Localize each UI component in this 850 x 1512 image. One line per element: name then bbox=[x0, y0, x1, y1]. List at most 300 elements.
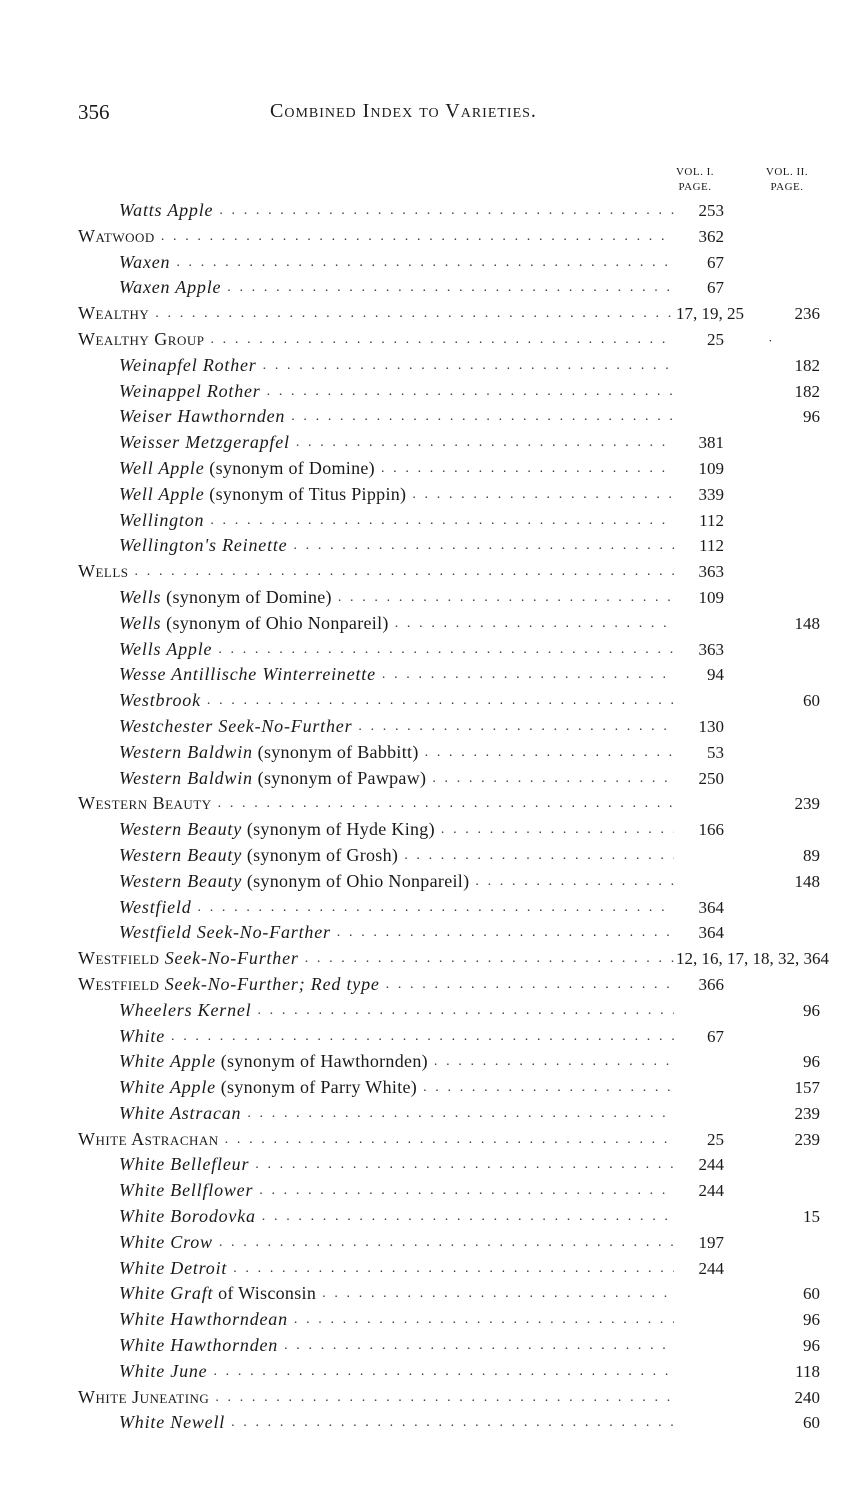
entry-name-part: Wellington bbox=[119, 509, 205, 530]
entry-name bbox=[119, 456, 381, 482]
vol1-page: 250 bbox=[698, 768, 724, 788]
vol1-page: 381 bbox=[698, 433, 724, 453]
entry-name-line bbox=[119, 637, 674, 663]
dot-leader bbox=[263, 353, 674, 379]
entry-name-part: White Graft bbox=[119, 1283, 214, 1304]
entry-name bbox=[119, 508, 210, 534]
entry-name-line bbox=[78, 301, 674, 327]
vol1-header-line1: VOL. I. bbox=[675, 166, 715, 178]
vol2-page: 239 bbox=[794, 1103, 820, 1123]
index-entry bbox=[78, 688, 824, 714]
vol2-page: 148 bbox=[794, 613, 820, 633]
dot-leader bbox=[210, 327, 674, 353]
index-entry bbox=[78, 1075, 824, 1101]
entry-name-part: Seek-No-Further bbox=[159, 948, 299, 969]
entry-name-part: Westfield bbox=[78, 948, 160, 969]
entry-name-part: White Astracan bbox=[119, 1102, 242, 1123]
dot-leader bbox=[291, 404, 674, 430]
entry-name bbox=[119, 1204, 262, 1230]
index-entry bbox=[78, 353, 824, 379]
index-entry bbox=[78, 198, 824, 224]
dot-leader bbox=[155, 301, 674, 327]
vol1-page: 94 bbox=[707, 665, 724, 685]
entry-name-line bbox=[119, 404, 674, 430]
index-entry bbox=[78, 327, 824, 353]
entry-name-line bbox=[119, 430, 674, 456]
entry-name bbox=[78, 946, 305, 972]
page-number: 356 bbox=[78, 100, 110, 124]
entry-name-line bbox=[78, 1127, 674, 1153]
entry-name-part: Well Apple bbox=[119, 457, 205, 478]
index-entry bbox=[78, 843, 824, 869]
vol1-page: 244 bbox=[698, 1181, 724, 1201]
entry-name-line bbox=[119, 766, 674, 792]
entry-name bbox=[119, 1230, 219, 1256]
dot-leader bbox=[395, 611, 674, 637]
entry-name bbox=[119, 585, 338, 611]
vol2-page: 15 bbox=[803, 1207, 820, 1227]
index-entry bbox=[78, 817, 824, 843]
entry-name-part: Weiser Hawthornden bbox=[119, 406, 286, 427]
entry-name-part: Wheelers Kernel bbox=[119, 999, 252, 1020]
dot-leader bbox=[262, 1204, 674, 1230]
index-entry bbox=[78, 920, 824, 946]
dot-leader bbox=[213, 1359, 674, 1385]
vol2-column-header bbox=[752, 165, 822, 195]
entry-name bbox=[119, 1281, 322, 1307]
entry-name-part: Weinapfel Rother bbox=[119, 354, 257, 375]
entry-name-part: (synonym of Titus Pippin) bbox=[204, 483, 407, 504]
dot-leader bbox=[337, 920, 674, 946]
entry-name-line bbox=[119, 662, 674, 688]
dot-leader bbox=[227, 275, 674, 301]
index-entry bbox=[78, 482, 824, 508]
entry-name-line bbox=[119, 275, 674, 301]
entry-name bbox=[119, 404, 291, 430]
index-entry bbox=[78, 508, 824, 534]
entry-name-part: Western Beauty bbox=[119, 819, 243, 840]
entry-name-part: White Apple bbox=[119, 1077, 216, 1098]
entry-name bbox=[119, 1256, 233, 1282]
entry-name bbox=[119, 1307, 294, 1333]
entry-name-line bbox=[119, 1101, 674, 1127]
dot-leader bbox=[259, 1178, 674, 1204]
dot-leader bbox=[475, 869, 674, 895]
index-entry bbox=[78, 379, 824, 405]
entry-name-line bbox=[119, 688, 674, 714]
entry-name-part: White Astrachan bbox=[78, 1128, 219, 1149]
entry-name-part: White Crow bbox=[119, 1231, 213, 1252]
entry-name-line bbox=[119, 1359, 674, 1385]
entry-name-part: White June bbox=[119, 1360, 208, 1381]
index-entry bbox=[78, 1281, 824, 1307]
entry-name bbox=[119, 688, 207, 714]
vol2-page: 60 bbox=[803, 1413, 820, 1433]
entry-name-part: Waxen bbox=[119, 251, 171, 272]
index-entry bbox=[78, 1410, 824, 1436]
vol2-page: 96 bbox=[803, 1000, 820, 1020]
index-entry bbox=[78, 766, 824, 792]
entry-name-part: (synonym of Grosh) bbox=[242, 844, 399, 865]
entry-name-part: Westbrook bbox=[119, 690, 201, 711]
index-entry bbox=[78, 404, 824, 430]
dot-leader bbox=[257, 998, 674, 1024]
index-entry bbox=[78, 301, 824, 327]
entry-name-part: Western Beauty bbox=[119, 844, 243, 865]
index-entry bbox=[78, 559, 824, 585]
entry-name-line bbox=[119, 1075, 674, 1101]
dot-leader bbox=[382, 662, 674, 688]
entry-name-line bbox=[78, 1385, 674, 1411]
index-entry bbox=[78, 1101, 824, 1127]
vol1-page: 166 bbox=[698, 820, 724, 840]
vol2-page: 239 bbox=[794, 794, 820, 814]
entry-name-part: Wells Apple bbox=[119, 638, 213, 659]
index-entry bbox=[78, 533, 824, 559]
entry-name-line bbox=[119, 611, 674, 637]
entry-name-line bbox=[119, 998, 674, 1024]
vol1-page: 253 bbox=[698, 201, 724, 220]
entry-name-part: (synonym of Babbitt) bbox=[252, 741, 419, 762]
dot-leader bbox=[284, 1333, 674, 1359]
entry-name bbox=[119, 379, 267, 405]
vol1-page: 366 bbox=[698, 974, 724, 994]
dot-leader bbox=[358, 714, 674, 740]
dot-leader bbox=[219, 198, 674, 224]
entry-name-line bbox=[119, 198, 674, 224]
dot-leader bbox=[338, 585, 674, 611]
entry-name-part: Weinappel Rother bbox=[119, 380, 261, 401]
entry-name-part: (synonym of Domine) bbox=[204, 457, 375, 478]
entry-name bbox=[78, 301, 155, 327]
entry-name-line bbox=[119, 869, 674, 895]
entry-name-part: (synonym of Ohio Nonpareil) bbox=[242, 870, 470, 891]
vol2-page: 60 bbox=[803, 1284, 820, 1304]
vol1-page: 244 bbox=[698, 1155, 724, 1175]
vol2-page: 96 bbox=[803, 1310, 820, 1330]
dot-leader bbox=[215, 1385, 674, 1411]
index-entry bbox=[78, 1230, 824, 1256]
entry-name-part: Watts Apple bbox=[119, 200, 214, 220]
index-entry bbox=[78, 1049, 824, 1075]
vol1-page: 197 bbox=[698, 1232, 724, 1252]
index-entry bbox=[78, 1127, 824, 1153]
entry-name-part: of Wisconsin bbox=[213, 1283, 317, 1304]
index-entry bbox=[78, 456, 824, 482]
vol1-page: 67 bbox=[707, 252, 724, 272]
entry-name-line bbox=[119, 1333, 674, 1359]
entry-name-line bbox=[78, 327, 674, 353]
vol2-header-line2: PAGE. bbox=[770, 181, 804, 193]
dot-leader bbox=[305, 946, 674, 972]
index-entry bbox=[78, 637, 824, 663]
vol2-page: 157 bbox=[794, 1078, 820, 1098]
index-entry bbox=[78, 1152, 824, 1178]
entry-name-part: Westchester Seek-No-Further bbox=[119, 715, 353, 736]
entry-name-part: (synonym of Ohio Nonpareil) bbox=[161, 612, 389, 633]
entry-name bbox=[119, 766, 432, 792]
index-entry bbox=[78, 895, 824, 921]
index-entry bbox=[78, 662, 824, 688]
dot-leader bbox=[207, 688, 674, 714]
vol1-page: 109 bbox=[698, 587, 724, 607]
entry-name bbox=[119, 920, 337, 946]
dot-leader bbox=[432, 766, 674, 792]
vol1-page: 112 bbox=[699, 510, 724, 530]
entry-name-line bbox=[119, 1410, 674, 1436]
entry-name bbox=[119, 869, 475, 895]
entry-name-line bbox=[78, 972, 674, 998]
entry-name-line bbox=[119, 895, 674, 921]
index-entry bbox=[78, 1024, 824, 1050]
entry-name-part: White Apple bbox=[119, 1051, 216, 1072]
entry-name bbox=[119, 637, 218, 663]
dot-leader bbox=[231, 1410, 674, 1436]
entry-name bbox=[119, 998, 257, 1024]
index-entry bbox=[78, 972, 824, 998]
dot-leader bbox=[412, 482, 674, 508]
entry-name-line bbox=[78, 791, 674, 817]
vol1-page: 130 bbox=[698, 716, 724, 736]
entry-name-part: Watwood bbox=[78, 225, 155, 246]
index-entry bbox=[78, 791, 824, 817]
entry-name-part: (synonym of Domine) bbox=[161, 586, 332, 607]
entry-name-part: Waxen Apple bbox=[119, 277, 222, 298]
entry-name-part: White Borodovka bbox=[119, 1206, 256, 1227]
vol1-page: 364 bbox=[698, 923, 724, 943]
entry-name-part: Seek-No-Further; Red type bbox=[159, 973, 380, 994]
entry-name-part: (synonym of Hyde King) bbox=[242, 819, 435, 840]
dot-leader bbox=[225, 1127, 674, 1153]
entry-name bbox=[119, 275, 227, 301]
index-entry bbox=[78, 869, 824, 895]
entry-name bbox=[119, 250, 176, 276]
vol2-page: 240 bbox=[794, 1387, 820, 1407]
entry-name-line bbox=[119, 1230, 674, 1256]
entry-name-line bbox=[119, 1049, 674, 1075]
entry-name-part: Weisser Metzgerapfel bbox=[119, 432, 290, 453]
vol1-page: 363 bbox=[698, 639, 724, 659]
entry-name-line bbox=[119, 533, 674, 559]
entry-name bbox=[119, 1178, 259, 1204]
vol1-page: 362 bbox=[698, 226, 724, 246]
dot-leader bbox=[218, 637, 674, 663]
entry-name-part: White Juneating bbox=[78, 1386, 210, 1407]
entry-name bbox=[78, 791, 218, 817]
index-entry bbox=[78, 740, 824, 766]
entry-name bbox=[119, 1101, 247, 1127]
vol1-page: 17, 19, 25 bbox=[676, 304, 744, 324]
vol1-page: 25 bbox=[707, 329, 724, 349]
entry-name-part: Wesse Antillische Winterreinette bbox=[119, 664, 376, 685]
entry-name-part: Wealthy bbox=[78, 303, 150, 324]
vol1-page: 25 bbox=[707, 1129, 724, 1149]
vol1-header-line2: PAGE. bbox=[678, 181, 712, 193]
index-entry bbox=[78, 946, 829, 972]
entry-name-line bbox=[119, 1178, 674, 1204]
entry-name-part: White Hawthorndean bbox=[119, 1309, 288, 1330]
entry-name bbox=[119, 1359, 213, 1385]
dot-leader bbox=[425, 740, 674, 766]
dot-leader bbox=[293, 533, 674, 559]
entry-name-part: Wells bbox=[119, 586, 162, 607]
entry-name-part: Wells bbox=[119, 612, 162, 633]
dot-leader bbox=[386, 972, 674, 998]
entry-name-line bbox=[119, 379, 674, 405]
entry-name-part: White Bellflower bbox=[119, 1180, 254, 1201]
dot-leader bbox=[176, 250, 674, 276]
index-entries bbox=[78, 198, 829, 1436]
vol1-page: 363 bbox=[698, 562, 724, 582]
entry-name-part: Westfield bbox=[119, 896, 192, 917]
dot-leader bbox=[381, 456, 674, 482]
vol2-page: 239 bbox=[794, 1129, 820, 1149]
entry-name-part: White Detroit bbox=[119, 1257, 228, 1278]
vol1-page: 244 bbox=[698, 1258, 724, 1278]
entry-name-part: Western Beauty bbox=[119, 870, 243, 891]
entry-name-part: White Bellefleur bbox=[119, 1154, 250, 1175]
entry-name-line bbox=[119, 817, 674, 843]
index-entry bbox=[78, 611, 824, 637]
entry-name-line bbox=[119, 843, 674, 869]
entry-name-line bbox=[119, 714, 674, 740]
dot-leader bbox=[322, 1281, 674, 1307]
index-entry bbox=[78, 1178, 824, 1204]
vol2-page: 96 bbox=[803, 407, 820, 427]
vol1-page: 12, 16, 17, 18, 32, 364 bbox=[676, 949, 829, 969]
entry-name bbox=[78, 972, 386, 998]
entry-name-part: (synonym of Pawpaw) bbox=[252, 767, 427, 788]
entry-name-line bbox=[119, 353, 674, 379]
vol1-page: 53 bbox=[707, 742, 724, 762]
entry-name-line bbox=[119, 1281, 674, 1307]
vol2-page: 148 bbox=[794, 871, 820, 891]
vol2-page: 236 bbox=[794, 304, 820, 324]
entry-name-part: Westfield Seek-No-Farther bbox=[119, 922, 331, 943]
dot-leader bbox=[218, 791, 674, 817]
dot-leader bbox=[210, 508, 674, 534]
entry-name-line bbox=[119, 1024, 674, 1050]
entry-name-line bbox=[119, 250, 674, 276]
entry-name bbox=[119, 843, 404, 869]
vol2-header-line1: VOL. II. bbox=[765, 166, 809, 178]
entry-name-line bbox=[119, 508, 674, 534]
index-entry bbox=[78, 224, 824, 250]
entry-name bbox=[78, 559, 135, 585]
entry-name-line bbox=[119, 585, 674, 611]
vol1-page: 339 bbox=[698, 484, 724, 504]
dot-leader bbox=[198, 895, 674, 921]
entry-name-line bbox=[119, 740, 674, 766]
entry-name-part: Western Baldwin bbox=[119, 767, 253, 788]
entry-name bbox=[119, 611, 395, 637]
index-entry bbox=[78, 585, 824, 611]
entry-name bbox=[119, 1024, 171, 1050]
dot-leader bbox=[423, 1075, 674, 1101]
dot-leader bbox=[294, 1307, 674, 1333]
index-entry bbox=[78, 250, 824, 276]
dot-leader bbox=[441, 817, 674, 843]
entry-name bbox=[119, 1333, 284, 1359]
entry-name bbox=[119, 353, 263, 379]
vol2-page: 182 bbox=[794, 381, 820, 401]
entry-name-line bbox=[78, 559, 674, 585]
entry-name bbox=[119, 714, 358, 740]
entry-name bbox=[119, 482, 412, 508]
vol1-page: 364 bbox=[698, 897, 724, 917]
entry-name bbox=[119, 1410, 231, 1436]
entry-name-part: White bbox=[119, 1025, 165, 1046]
vol2-page: 60 bbox=[803, 691, 820, 711]
entry-name bbox=[78, 327, 210, 353]
entry-name-line bbox=[78, 946, 674, 972]
vol1-page: 109 bbox=[698, 458, 724, 478]
entry-name-part: Well Apple bbox=[119, 483, 205, 504]
entry-name bbox=[119, 198, 219, 224]
entry-name bbox=[119, 817, 441, 843]
entry-name-part: Western Baldwin bbox=[119, 741, 253, 762]
index-entry bbox=[78, 430, 824, 456]
entry-name-part: Wealthy Group bbox=[78, 328, 205, 349]
entry-name-part: Wells bbox=[78, 561, 129, 582]
entry-name-part: Westfield bbox=[78, 973, 160, 994]
entry-name-part: (synonym of Parry White) bbox=[215, 1077, 418, 1098]
entry-name bbox=[119, 1049, 434, 1075]
index-entry bbox=[78, 1307, 824, 1333]
vol2-page: 118 bbox=[795, 1361, 820, 1381]
tick-mark: ˙ bbox=[768, 338, 773, 353]
index-entry bbox=[78, 1204, 824, 1230]
dot-leader bbox=[267, 379, 674, 405]
dot-leader bbox=[247, 1101, 674, 1127]
entry-name-part: Wellington's Reinette bbox=[119, 535, 288, 556]
dot-leader bbox=[404, 843, 674, 869]
vol2-page: 182 bbox=[794, 355, 820, 375]
entry-name-line bbox=[119, 920, 674, 946]
vol1-page: 67 bbox=[707, 278, 724, 298]
entry-name-line bbox=[119, 1152, 674, 1178]
dot-leader bbox=[219, 1230, 674, 1256]
index-entry bbox=[78, 998, 824, 1024]
index-entry bbox=[78, 275, 824, 301]
vol1-column-header bbox=[660, 165, 730, 195]
running-head: Combined Index to Varieties. bbox=[270, 100, 537, 122]
entry-name bbox=[78, 1385, 215, 1411]
entry-name-line bbox=[119, 1256, 674, 1282]
entry-name bbox=[119, 895, 198, 921]
entry-name-part: (synonym of Hawthornden) bbox=[215, 1051, 428, 1072]
vol1-page: 112 bbox=[699, 536, 724, 556]
entry-name bbox=[119, 662, 382, 688]
index-entry bbox=[78, 1385, 824, 1411]
entry-name bbox=[78, 224, 161, 250]
entry-name-line bbox=[119, 1204, 674, 1230]
dot-leader bbox=[233, 1256, 674, 1282]
entry-name-part: White Hawthornden bbox=[119, 1335, 279, 1356]
index-entry bbox=[78, 1333, 824, 1359]
entry-name bbox=[78, 1127, 225, 1153]
index-entry bbox=[78, 1256, 824, 1282]
vol2-page: 96 bbox=[803, 1336, 820, 1356]
entry-name-line bbox=[119, 1307, 674, 1333]
entry-name bbox=[119, 533, 293, 559]
dot-leader bbox=[434, 1049, 674, 1075]
vol1-page: 67 bbox=[707, 1026, 724, 1046]
entry-name bbox=[119, 740, 425, 766]
entry-name bbox=[119, 1075, 423, 1101]
entry-name bbox=[119, 430, 296, 456]
dot-leader bbox=[135, 559, 674, 585]
